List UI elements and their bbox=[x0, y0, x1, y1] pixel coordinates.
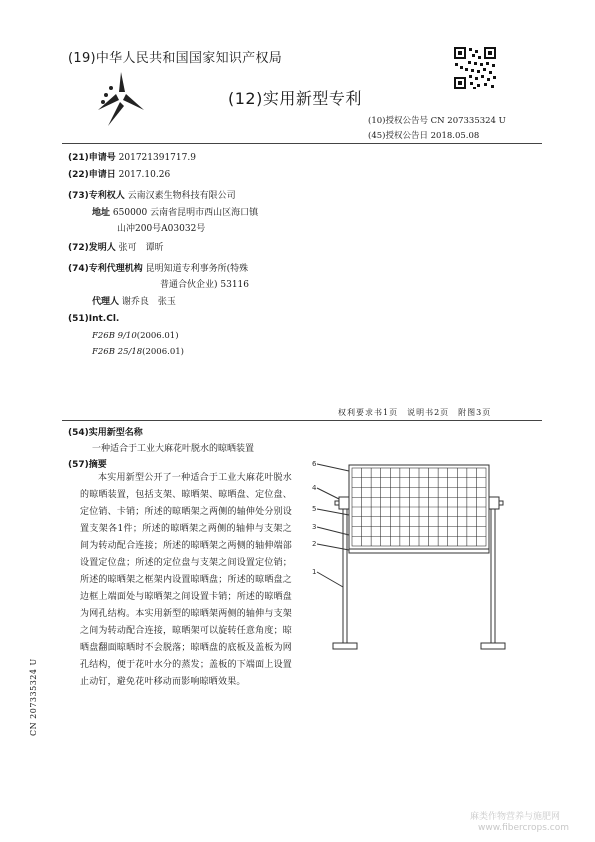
ipc-label: (51)Int.Cl. bbox=[68, 314, 120, 324]
address-row bbox=[92, 205, 258, 218]
abstract-text bbox=[80, 470, 292, 691]
ipc-version-2: (2006.01) bbox=[142, 347, 184, 357]
application-date: 2017.10.26 bbox=[118, 170, 171, 180]
address-line1: 650000 云南省昆明市西山区海口镇 bbox=[112, 208, 259, 218]
agency-label: (74)专利代理机构 bbox=[68, 264, 143, 274]
publication-number: (10)授权公告号 CN 207335324 U bbox=[368, 116, 506, 126]
figure-label-3: 3 bbox=[312, 523, 317, 531]
address-label: 地址 bbox=[92, 208, 111, 218]
qr-code bbox=[453, 46, 497, 90]
ipc-entry-1 bbox=[92, 331, 179, 341]
inventor-row bbox=[68, 240, 164, 253]
ipc-code-1: F26B 9/10 bbox=[92, 331, 137, 341]
utility-model-title: 一种适合于工业大麻花叶脱水的晾晒装置 bbox=[92, 444, 255, 454]
section-divider bbox=[62, 420, 542, 421]
header-divider bbox=[62, 143, 542, 144]
ipc-row bbox=[68, 314, 119, 324]
drying-rack-figure bbox=[305, 455, 525, 665]
inventor-label: (72)发明人 bbox=[68, 243, 116, 253]
agent-row bbox=[92, 294, 176, 307]
ipc-entry-2 bbox=[92, 347, 184, 357]
agency-line1: 昆明知道专利事务所(特殊 bbox=[145, 264, 249, 274]
sipo-logo bbox=[92, 70, 150, 128]
agents: 谢乔良 张玉 bbox=[121, 297, 176, 307]
abstract-paragraph: 本实用新型公开了一种适合于工业大麻花叶脱水的晾晒装置，包括支架、晾晒架、晾晒盘、定位盘、定位销、卡销；所述的晾晒架之两侧的轴伸处分别设置支架各1件；所述的晾晒架之两侧的轴伸与支架之间为转动配合连接；所述的晾晒架之两侧的轴伸端部设置定位盘；所述的定位盘与支架之间设置定位销；所述的晾晒架之框架内设置晾晒盘；所述的晾晒盘之边框上端面处与晾晒架之间设置卡销；所述的晾晒盘为网孔结构。本实用新型的晾晒架两侧的轴伸与支架之间为转动配合连接，晾晒架可以旋转任意角度；晾晒盘翻面晾晒时不会脱落；晾晒盘的底板及盖板为网孔结构，便于花叶水分的蒸发；盖板的下端面上设置止动钉，避免花叶移动而影响晾晒效果。 bbox=[80, 473, 292, 687]
watermark-title: 麻类作物营养与施肥网 bbox=[470, 812, 561, 822]
figure-label-4: 4 bbox=[312, 484, 317, 492]
figure-label-2: 2 bbox=[312, 540, 317, 548]
patentee-label: (73)专利权人 bbox=[68, 191, 125, 201]
application-date-label: (22)申请日 bbox=[68, 170, 116, 180]
agency-row bbox=[68, 261, 248, 274]
figure-label-6: 6 bbox=[312, 460, 317, 468]
application-number: 201721391717.9 bbox=[118, 153, 196, 163]
ipc-version-1: (2006.01) bbox=[136, 331, 179, 341]
agency-line2: 普通合伙企业) 53116 bbox=[160, 280, 250, 290]
application-number-row bbox=[68, 150, 196, 163]
side-publication-number: CN 207335324 U bbox=[29, 658, 38, 736]
application-number-label: (21)申请号 bbox=[68, 153, 116, 163]
ipc-code-2: F26B 25/18 bbox=[92, 347, 143, 357]
figure-label-5: 5 bbox=[312, 505, 317, 513]
patentee: 云南汉素生物科技有限公司 bbox=[127, 191, 236, 201]
title-label: (54)实用新型名称 bbox=[68, 428, 143, 438]
publication-date: (45)授权公告日 2018.05.08 bbox=[368, 131, 480, 141]
watermark-url: www.fibercrops.com bbox=[478, 823, 569, 833]
document-type: (12)实用新型专利 bbox=[228, 89, 362, 108]
page-count-info: 权利要求书1页 说明书2页 附图3页 bbox=[338, 408, 492, 417]
patentee-row bbox=[68, 188, 236, 201]
figure-label-1: 1 bbox=[312, 568, 317, 576]
application-date-row bbox=[68, 167, 170, 180]
abstract-label: (57)摘要 bbox=[68, 460, 107, 470]
issuing-office: (19)中华人民共和国国家知识产权局 bbox=[68, 51, 283, 66]
agent-label: 代理人 bbox=[92, 297, 120, 307]
inventors: 张可 谭昕 bbox=[118, 243, 164, 253]
address-line2: 山冲200号A03032号 bbox=[117, 224, 206, 234]
